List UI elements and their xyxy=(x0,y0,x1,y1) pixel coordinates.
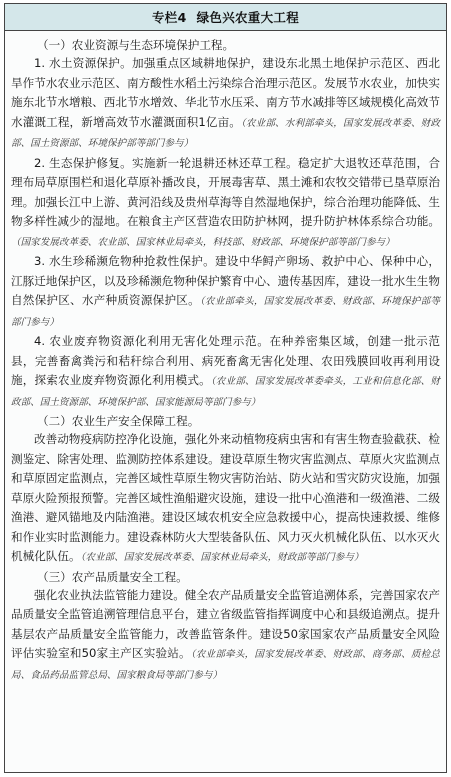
item-note: （农业部、国家发展改革委牵头，工业和信息化部、财政部、国土资源部、环境保护部、国家能源局等部门参与） xyxy=(11,376,440,408)
item-note: （农业部牵头，国家发展改革委、财政部、商务部、质检总局、食品药品监管总局、国家粮食局等部门参与） xyxy=(11,649,440,681)
feature-box xyxy=(4,3,447,773)
item-quality-safety: 强化农业执法监管能力建设。健全农产品质量安全监管追溯体系，完善国家农产品质量安全监管追溯管理信息平台，建立省级监管指挥调度中心和县级追溯点。提升基层农产品质量安全监管能力，改善监管条件。建设50家国家农产品质量安全风险评估实验室和50家主产区实验站。（农业部牵头，国家发展改革委、财政部、商务部、质检总局、食品药品监管总局、国家粮食局等部门参与） xyxy=(11,587,440,681)
item-aquatic-species: 3. 水生珍稀濒危物种抢救性保护。建设中华鲟产卵场、救护中心、保种中心，江豚迁地保护区，以及珍稀濒危物种保护繁育中心、遗传基因库，建设一批水生生物自然保护区、水产种质资源保护区。（农业部牵头，国家发展改革委、财政部、环境保护部等部门参与） xyxy=(11,254,440,328)
item-note: （农业部、国家发展改革委、国家林业局牵头，财政部等部门参与） xyxy=(80,552,364,563)
box-content xyxy=(5,31,446,685)
item-ecology: 2. 生态保护修复。实施新一轮退耕还林还草工程。稳定扩大退牧还草范围，合理布局草原围栏和退化草原补播改良，开展毒害草、黑土滩和农牧交错带已垦草原治理。加强长江中上游、黄河沿线及贵州草海等自然湿地保护，综合治理功能降低、生物多样性减少的湿地。在粮食主产区营造农田防护林网，提升防护林体系综合功能。（国家发展改革委、农业部、国家林业局牵头，科技部、财政部、环境保护部等部门参与） xyxy=(11,155,440,248)
box-label: 专栏4 xyxy=(151,10,187,25)
item-waste: 4. 农业废弃物资源化利用无害化处理示范。在种养密集区域，创建一批示范县，完善畜禽粪污和秸秆综合利用、病死畜禽无害化处理、农田残膜回收再利用设施，探索农业废弃物资源化利用模式。（农业部、国家发展改革委牵头，工业和信息化部、财政部、国土资源部、环境保护部、国家能源局等部门参与） xyxy=(11,334,440,408)
section-heading-2: （二）农业生产安全保障工程。 xyxy=(37,414,200,428)
item-water-soil: 1. 水土资源保护。加强重点区域耕地保护，建设东北黑土地保护示范区、西北旱作节水农业示范区、南方酸性水稻土污染综合治理示范区。发展节水农业，加快实施东北节水增粮、西北节水增效、华北节水压采、南方节水减排等区域规模化高效节水灌溉工程，新增高效节水灌溉面积1亿亩。（农业部、水利部牵头，国家发展改革委、财政部、国土资源部、环境保护部等部门参与） xyxy=(11,56,440,149)
section-heading-1: （一）农业资源与生态环境保护工程。 xyxy=(37,38,235,52)
section-heading-3: （三）农产品质量安全工程。 xyxy=(37,569,188,584)
item-note: （农业部、水利部牵头，国家发展改革委、财政部、国土资源部、环境保护部等部门参与） xyxy=(11,117,440,149)
item-note: （农业部牵头，国家发展改革委、财政部、环境保护部等部门参与） xyxy=(11,296,440,328)
item-note: （国家发展改革委、农业部、国家林业局牵头，科技部、财政部、环境保护部等部门参与） xyxy=(11,236,395,248)
box-title: 绿色兴农重大工程 xyxy=(196,10,299,25)
box-title-bar xyxy=(5,4,446,31)
item-production-safety: 改善动物疫病防控净化设施，强化外来动植物疫病虫害和有害生物查验截获、检测鉴定、除害处理、监测防控体系建设。建设草原生物灾害监测点、草原火灾监测点和草原固定监测点，完善区域性草原生物灾害防治站、防火站和雪灾防灾设施，加强草原火险预报预警。完善区域性渔船避灾设施，建设一批中心渔港和一级渔港、二级渔港、避风锚地及内陆渔港。建设区域农机安全应急救援中心，提高快速救援、维修和作业实时监测能力。建设森林防火大型装备队伍、风力灭火机械化队伍、以水灭火机械化队伍。（农业部、国家发展改革委、国家林业局牵头，财政部等部门参与） xyxy=(11,432,440,563)
